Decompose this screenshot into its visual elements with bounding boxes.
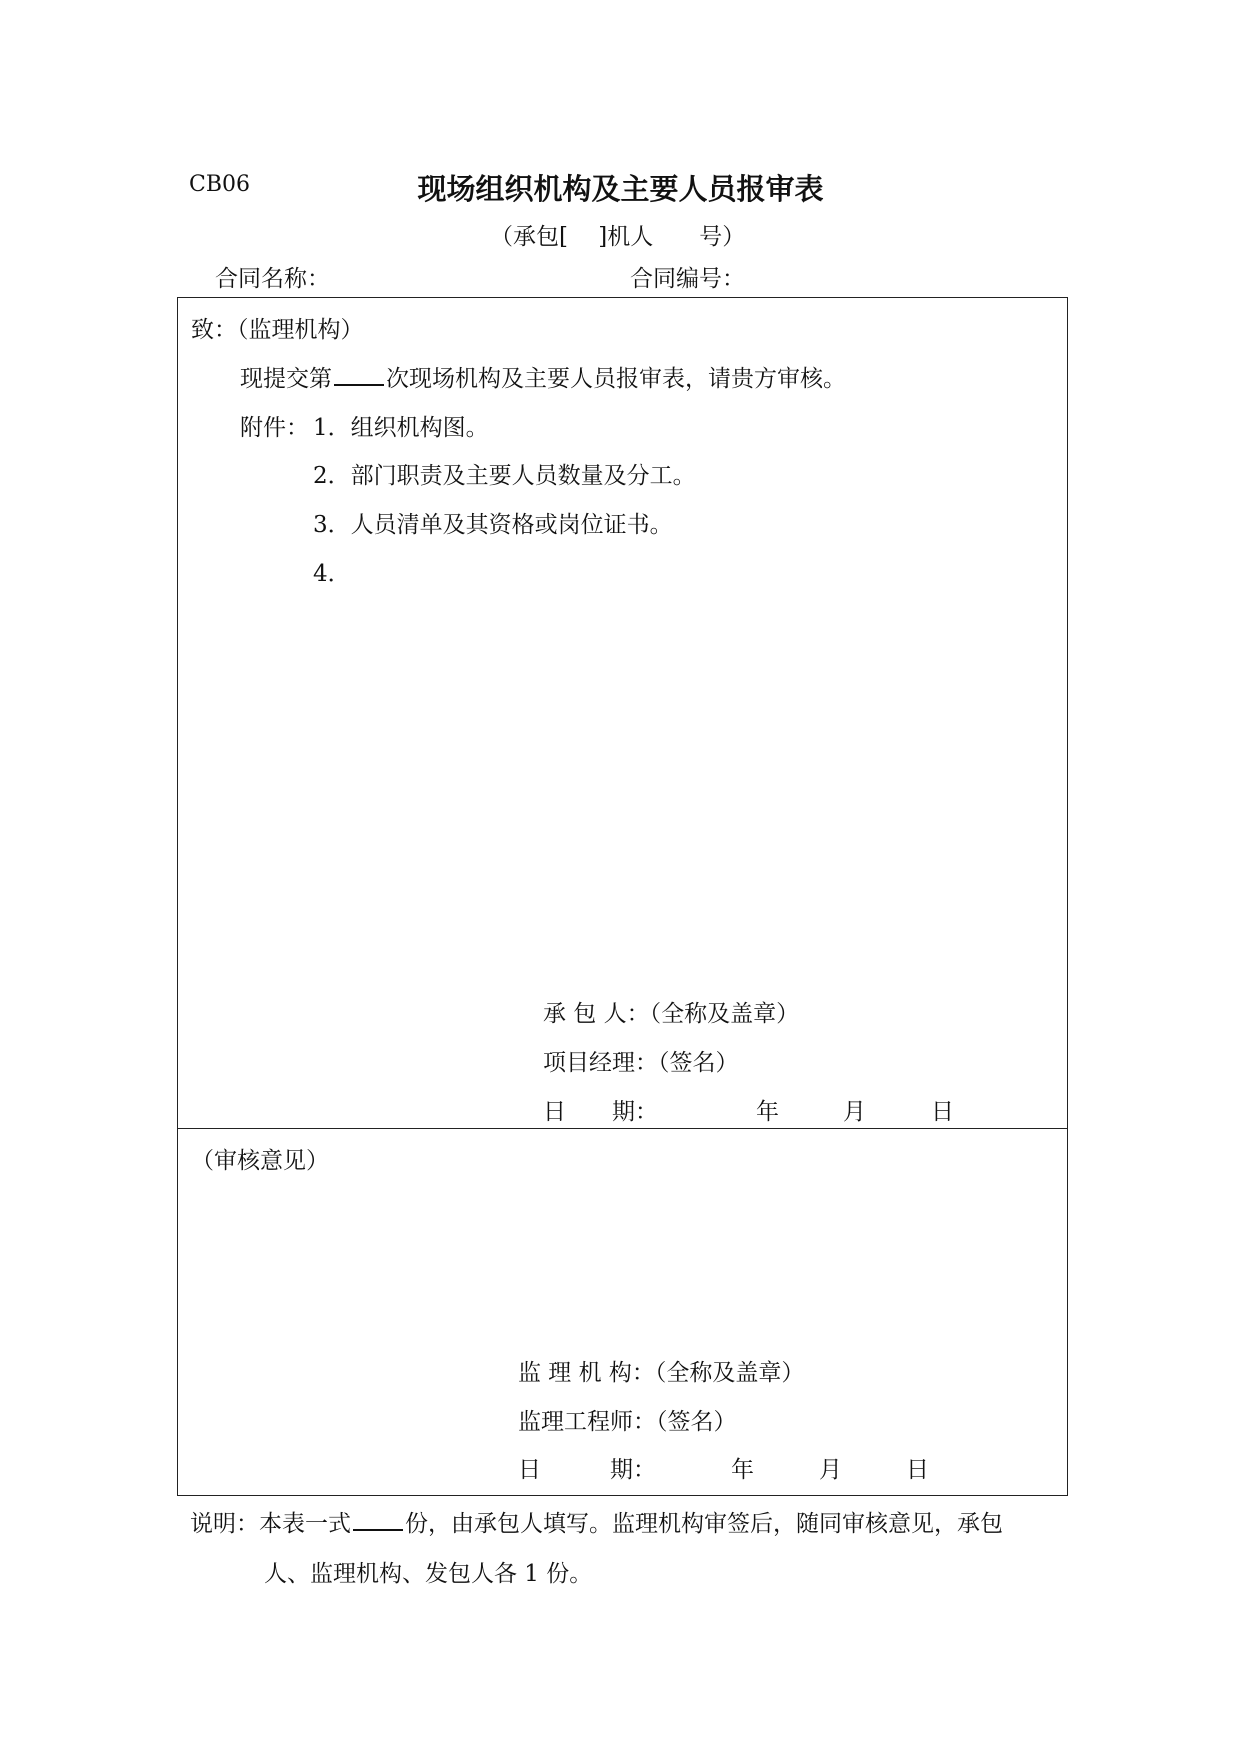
attachment-item: 1．组织机构图。 bbox=[313, 415, 489, 441]
review-section bbox=[178, 1129, 1067, 1495]
engineer-signature-label: 监理工程师：（签名） bbox=[518, 1409, 737, 1435]
submission-prefix: 现提交第 bbox=[240, 366, 332, 392]
note-line-2: 人、监理机构、发包人各 1 份。 bbox=[264, 1561, 593, 1587]
month-label: 月 bbox=[843, 1099, 866, 1125]
attachment-item: 2．部门职责及主要人员数量及分工。 bbox=[313, 463, 696, 489]
attachment-item: 4． bbox=[313, 561, 351, 587]
submission-suffix: 次现场机构及主要人员报审表，请贵方审核。 bbox=[386, 366, 846, 392]
recipient-label: 致：（监理机构） bbox=[191, 317, 364, 343]
form-code: CB06 bbox=[189, 172, 250, 197]
contract-number-label: 合同编号： bbox=[630, 266, 745, 292]
day-label: 日 bbox=[906, 1457, 929, 1483]
form-table bbox=[177, 297, 1068, 1496]
date-label: 日 期： bbox=[518, 1457, 656, 1483]
review-opinion-label: （审核意见） bbox=[191, 1148, 329, 1174]
day-label: 日 bbox=[931, 1099, 954, 1125]
page-title: 现场组织机构及主要人员报审表 bbox=[417, 172, 824, 206]
form-number: （承包[ ]机人 号） bbox=[490, 224, 746, 250]
attachments-label: 附件： bbox=[240, 415, 309, 441]
note-prefix: 说明：本表一式 bbox=[190, 1511, 351, 1537]
month-label: 月 bbox=[819, 1457, 842, 1483]
contract-name-label: 合同名称： bbox=[215, 266, 330, 292]
submission-section bbox=[178, 298, 1067, 1129]
copies-blank[interactable] bbox=[353, 1511, 403, 1531]
year-label: 年 bbox=[731, 1457, 754, 1483]
note-line-1 bbox=[190, 1505, 1003, 1538]
note-suffix: 份，由承包人填写。监理机构审签后，随同审核意见，承包 bbox=[405, 1511, 1003, 1537]
contractor-signature-label: 承 包 人：（全称及盖章） bbox=[543, 1001, 800, 1027]
supervisor-signature-label: 监 理 机 构：（全称及盖章） bbox=[518, 1360, 805, 1386]
project-manager-signature-label: 项目经理：（签名） bbox=[543, 1050, 739, 1076]
submission-statement bbox=[240, 360, 846, 393]
date-label: 日 期： bbox=[543, 1099, 658, 1125]
attachment-item: 3．人员清单及其资格或岗位证书。 bbox=[313, 512, 673, 538]
submission-count-blank[interactable] bbox=[334, 366, 384, 386]
year-label: 年 bbox=[756, 1099, 779, 1125]
